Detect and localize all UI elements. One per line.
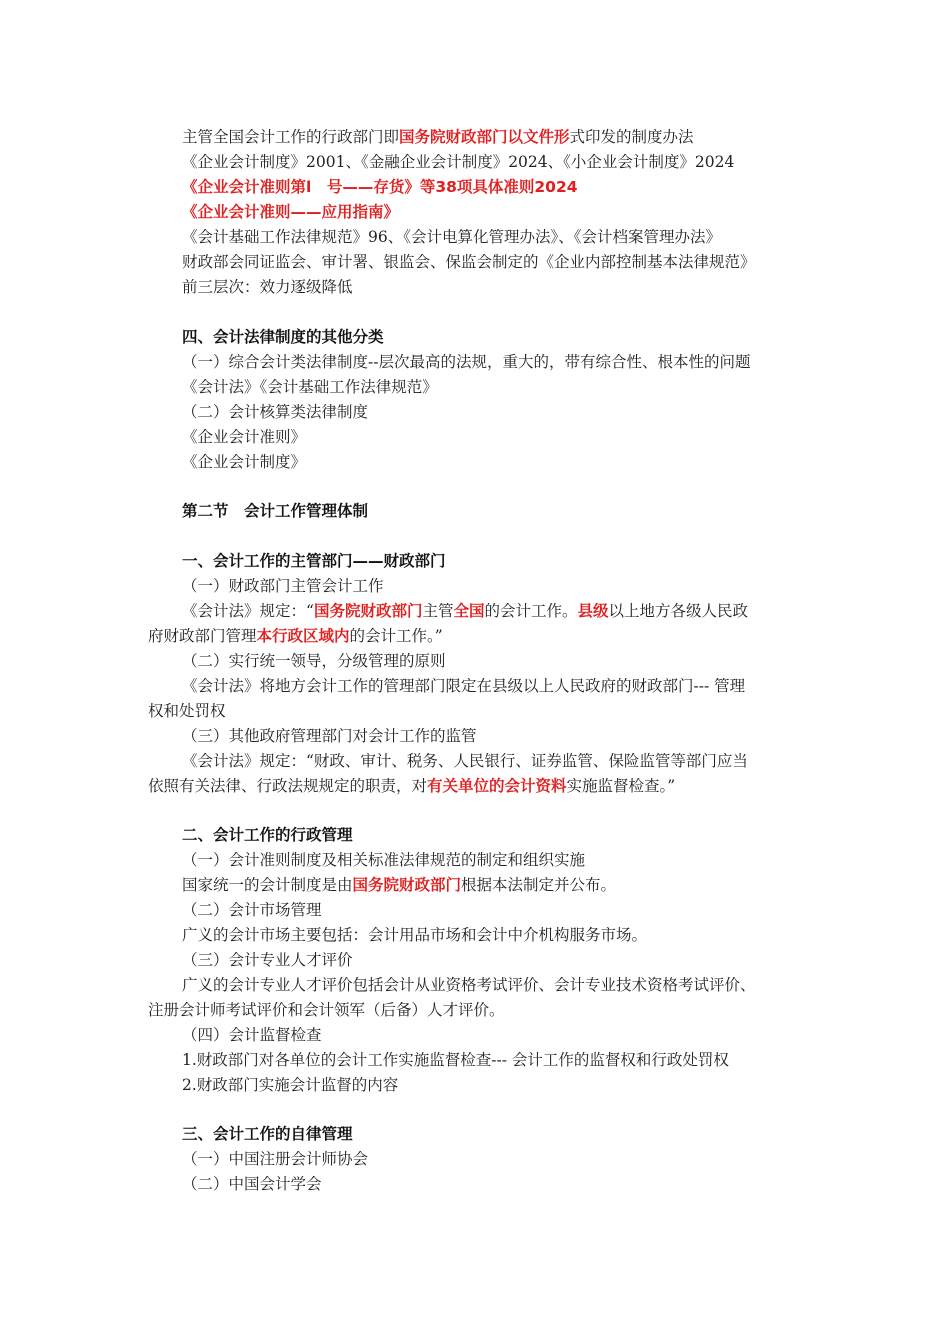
text-line: 注册会计师考试评价和会计领军（后备）人才评价。 (148, 1001, 505, 1019)
text-line: （一）财政部门主管会计工作 (182, 577, 384, 595)
text-span: 实施监督检查。” (566, 777, 676, 795)
text-line (148, 776, 675, 796)
text-line: 2.财政部门实施会计监督的内容 (182, 1076, 399, 1094)
highlight-text: 全国 (453, 602, 485, 620)
text-line: （二）会计市场管理 (182, 901, 322, 919)
highlight-line: 《企业会计准则——应用指南》 (182, 203, 400, 221)
text-line: （二）实行统一领导，分级管理的原则 (182, 652, 446, 670)
text-line: 广义的会计市场主要包括：会计用品市场和会计中介机构服务市场。 (182, 926, 648, 944)
text-span: 的会计工作。” (349, 627, 443, 645)
highlight-text: 本行政区域内 (256, 627, 350, 645)
text-line (182, 127, 694, 147)
text-line: 《会计基础工作法律规范》96、《会计电算化管理办法》、《会计档案管理办法》 (182, 228, 721, 246)
text-line: 《企业会计制度》 (182, 453, 307, 471)
text-line: 广义的会计专业人才评价包括会计从业资格考试评价、会计专业技术资格考试评价、 (182, 976, 756, 994)
text-line: （一）综合会计类法律制度--层次最高的法规，重大的，带有综合性、根本性的问题 (182, 353, 751, 371)
section-heading: 四、会计法律制度的其他分类 (182, 328, 384, 346)
text-line: （一）中国注册会计师协会 (182, 1150, 369, 1168)
text-span: 根据本法制定并公布。 (461, 876, 617, 894)
text-span: 府财政部门管理 (148, 627, 257, 645)
section-heading: 一、会计工作的主管部门——财政部门 (182, 552, 446, 570)
chapter-heading: 第二节 会计工作管理体制 (182, 502, 369, 520)
text-line: 1.财政部门对各单位的会计工作实施监督检查--- 会计工作的监督权和行政处罚权 (182, 1051, 729, 1069)
section-heading: 三、会计工作的自律管理 (182, 1125, 353, 1143)
highlight-text: 有关单位的会计资料 (427, 777, 567, 795)
text-span: 依照有关法律、行政法规规定的职责，对 (148, 777, 428, 795)
text-line (148, 626, 443, 646)
text-span: 国家统一的会计制度是由 (182, 876, 353, 894)
text-line: 财政部会同证监会、审计署、银监会、保监会制定的《企业内部控制基本法律规范》 (182, 253, 756, 271)
section-heading: 二、会计工作的行政管理 (182, 826, 353, 844)
text-line: （三）其他政府管理部门对会计工作的监管 (182, 727, 477, 745)
text-line: 《会计法》《会计基础工作法律规范》 (182, 378, 438, 396)
text-line: （二）会计核算类法律制度 (182, 403, 369, 421)
text-span: 式印发的制度办法 (569, 128, 694, 146)
text-line: 《会计法》将地方会计工作的管理部门限定在县级以上人民政府的财政部门--- 管理 (182, 677, 746, 695)
text-line (182, 601, 748, 621)
highlight-text: 国务院财政部门以文件形 (399, 128, 570, 146)
text-line: 《企业会计准则》 (182, 428, 307, 446)
highlight-text: 国务院财政部门 (313, 602, 423, 620)
text-line: （一）会计准则制度及相关标准法律规范的制定和组织实施 (182, 851, 586, 869)
text-line: （三）会计专业人才评价 (182, 951, 353, 969)
text-line: （四）会计监督检查 (182, 1026, 322, 1044)
highlight-text: 县级 (577, 602, 609, 620)
highlight-text: 国务院财政部门 (352, 876, 462, 894)
text-line (182, 875, 616, 895)
text-span: 主管全国会计工作的行政部门即 (182, 128, 400, 146)
text-line: （二）中国会计学会 (182, 1175, 322, 1193)
text-line: 权和处罚权 (148, 702, 226, 720)
text-line: 《企业会计制度》2001、《金融企业会计制度》2024、《小企业会计制度》2024 (182, 153, 735, 171)
text-span: 主管 (422, 602, 454, 620)
text-line: 前三层次：效力逐级降低 (182, 278, 353, 296)
text-span: 的会计工作。 (484, 602, 578, 620)
highlight-line: 《企业会计准则第l 号——存货》等38项具体准则2024 (182, 178, 578, 196)
text-span: 《会计法》规定：“ (182, 602, 314, 620)
text-line: 《会计法》规定：“财政、审计、税务、人民银行、证券监管、保险监管等部门应当 (182, 752, 748, 770)
text-span: 以上地方各级人民政 (608, 602, 749, 620)
